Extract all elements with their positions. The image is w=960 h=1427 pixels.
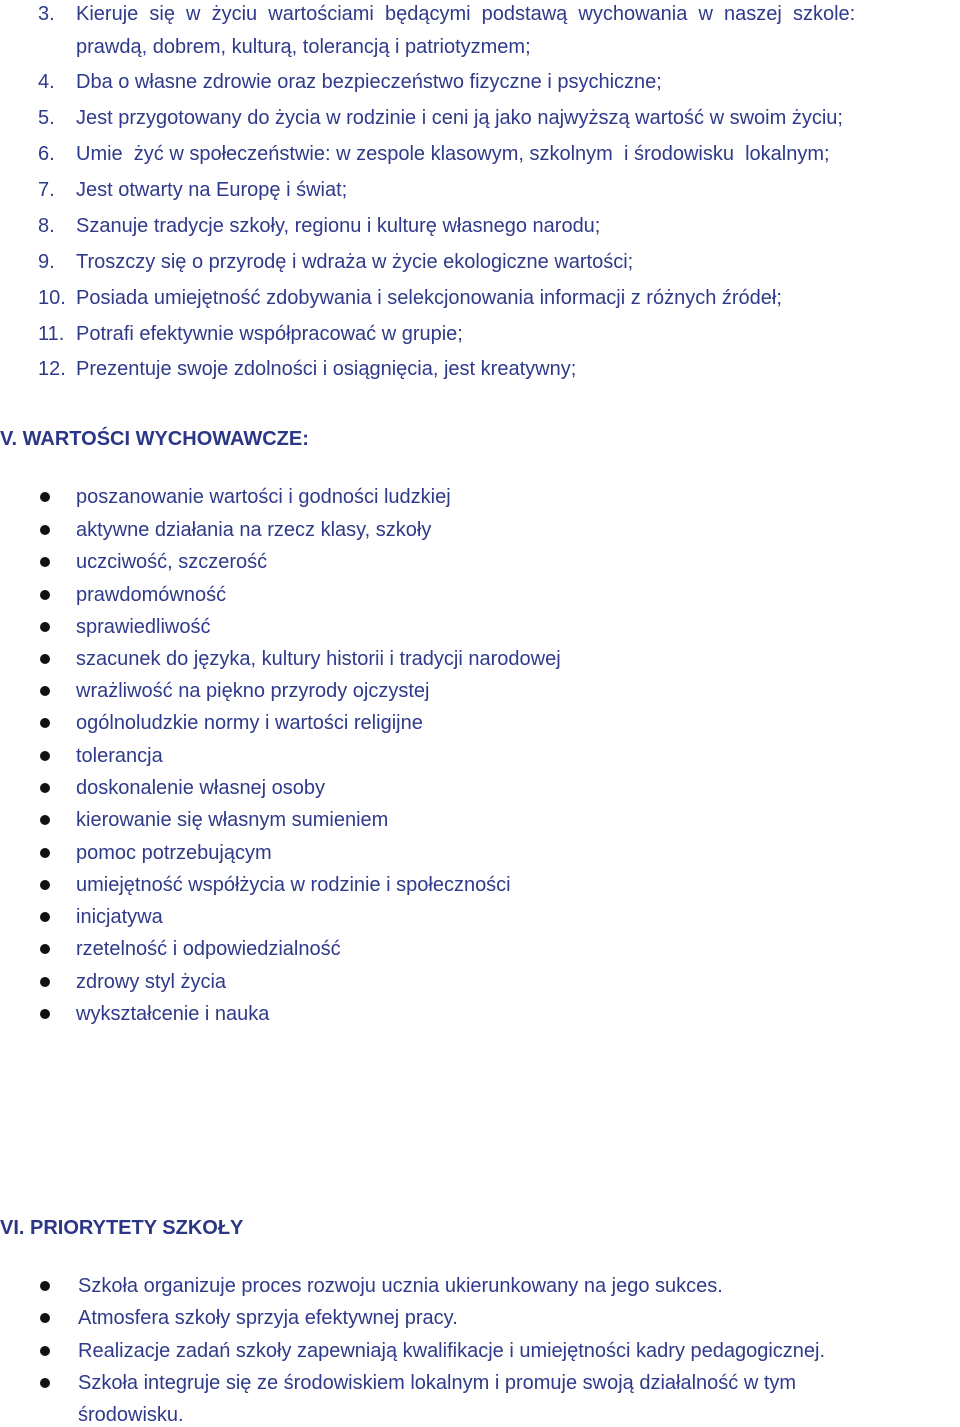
- item-number: 10.: [38, 287, 66, 309]
- bullet-icon: [40, 977, 50, 987]
- bullet-icon: [40, 718, 50, 728]
- bullet-icon: [40, 1281, 50, 1291]
- bullet-icon: [40, 1009, 50, 1019]
- item-text: Kieruje się w życiu wartościami będącymi podstawą wychowania w naszej szkole:: [76, 3, 856, 25]
- item-text: poszanowanie wartości i godności ludzkiej: [76, 486, 451, 508]
- bullet-icon: [40, 815, 50, 825]
- item-text: Dba o własne zdrowie oraz bezpieczeństwo fizyczne i psychiczne;: [76, 71, 662, 93]
- bullet-icon: [40, 1378, 50, 1388]
- item-text: Atmosfera szkoły sprzyja efektywnej pracy.: [78, 1307, 458, 1329]
- section-vi-heading: VI. PRIORYTETY SZKOŁY: [0, 1217, 244, 1239]
- bullet-icon: [40, 525, 50, 535]
- bullet-icon: [40, 944, 50, 954]
- item-text: szacunek do języka, kultury historii i tradycji narodowej: [76, 648, 561, 670]
- bullet-icon: [40, 622, 50, 632]
- item-text: Potrafi efektywnie współpracować w grupie;: [76, 323, 463, 345]
- item-text: doskonalenie własnej osoby: [76, 777, 326, 799]
- item-text: Jest otwarty na Europę i świat;: [76, 179, 348, 201]
- item-text: wrażliwość na piękno przyrody ojczystej: [76, 680, 430, 702]
- item-text: aktywne działania na rzecz klasy, szkoły: [76, 519, 432, 541]
- item-text: Posiada umiejętność zdobywania i selekcjonowania informacji z różnych źródeł;: [76, 287, 782, 309]
- bullet-icon: [40, 880, 50, 890]
- item-number: 5.: [38, 107, 55, 129]
- item-text: Szkoła integruje się ze środowiskiem lokalnym i promuje swoją działalność w tym: [78, 1372, 797, 1394]
- item-number: 12.: [38, 358, 66, 380]
- item-text: Umie żyć w społeczeństwie: w zespole klasowym, szkolnym i środowisku lokalnym;: [76, 143, 830, 165]
- item-text: uczciwość, szczerość: [76, 551, 268, 573]
- bullet-icon: [40, 654, 50, 664]
- item-text: prawdomówność: [76, 584, 227, 606]
- item-text: pomoc potrzebującym: [76, 842, 272, 864]
- item-text: tolerancja: [76, 745, 163, 767]
- item-text: Szkoła organizuje proces rozwoju ucznia ukierunkowany na jego sukces.: [78, 1275, 723, 1297]
- bullet-icon: [40, 590, 50, 600]
- item-text: umiejętność współżycia w rodzinie i społeczności: [76, 874, 511, 896]
- item-text: zdrowy styl życia: [76, 971, 227, 993]
- item-number: 6.: [38, 143, 55, 165]
- bullet-icon: [40, 751, 50, 761]
- item-text-continuation: prawdą, dobrem, kulturą, tolerancją i patriotyzmem;: [76, 36, 531, 58]
- bullet-icon: [40, 912, 50, 922]
- item-text: ogólnoludzkie normy i wartości religijne: [76, 712, 423, 734]
- bullet-icon: [40, 1313, 50, 1323]
- bullet-icon: [40, 848, 50, 858]
- item-text: Jest przygotowany do życia w rodzinie i ceni ją jako najwyższą wartość w swoim życiu;: [76, 107, 843, 129]
- item-number: 7.: [38, 179, 55, 201]
- item-text: rzetelność i odpowiedzialność: [76, 938, 341, 960]
- item-number: 3.: [38, 3, 55, 25]
- item-text: sprawiedliwość: [76, 616, 211, 638]
- bullet-icon: [40, 1346, 50, 1356]
- item-text-continuation: środowisku.: [78, 1404, 184, 1426]
- bullet-icon: [40, 557, 50, 567]
- bullet-icon: [40, 686, 50, 696]
- item-text: kierowanie się własnym sumieniem: [76, 809, 389, 831]
- item-number: 4.: [38, 71, 55, 93]
- bullet-icon: [40, 492, 50, 502]
- item-text: wykształcenie i nauka: [76, 1003, 270, 1025]
- item-text: Realizacje zadań szkoły zapewniają kwalifikacje i umiejętności kadry pedagogicznej.: [78, 1340, 826, 1362]
- item-number: 9.: [38, 251, 55, 273]
- item-text: inicjatywa: [76, 906, 163, 928]
- item-number: 11.: [38, 323, 65, 345]
- item-number: 8.: [38, 215, 55, 237]
- item-text: Prezentuje swoje zdolności i osiągnięcia, jest kreatywny;: [76, 358, 577, 380]
- item-text: Troszczy się o przyrodę i wdraża w życie ekologiczne wartości;: [76, 251, 634, 273]
- bullet-icon: [40, 783, 50, 793]
- item-text: Szanuje tradycje szkoły, regionu i kulturę własnego narodu;: [76, 215, 601, 237]
- section-v-heading: V. WARTOŚCI WYCHOWAWCZE:: [0, 428, 309, 450]
